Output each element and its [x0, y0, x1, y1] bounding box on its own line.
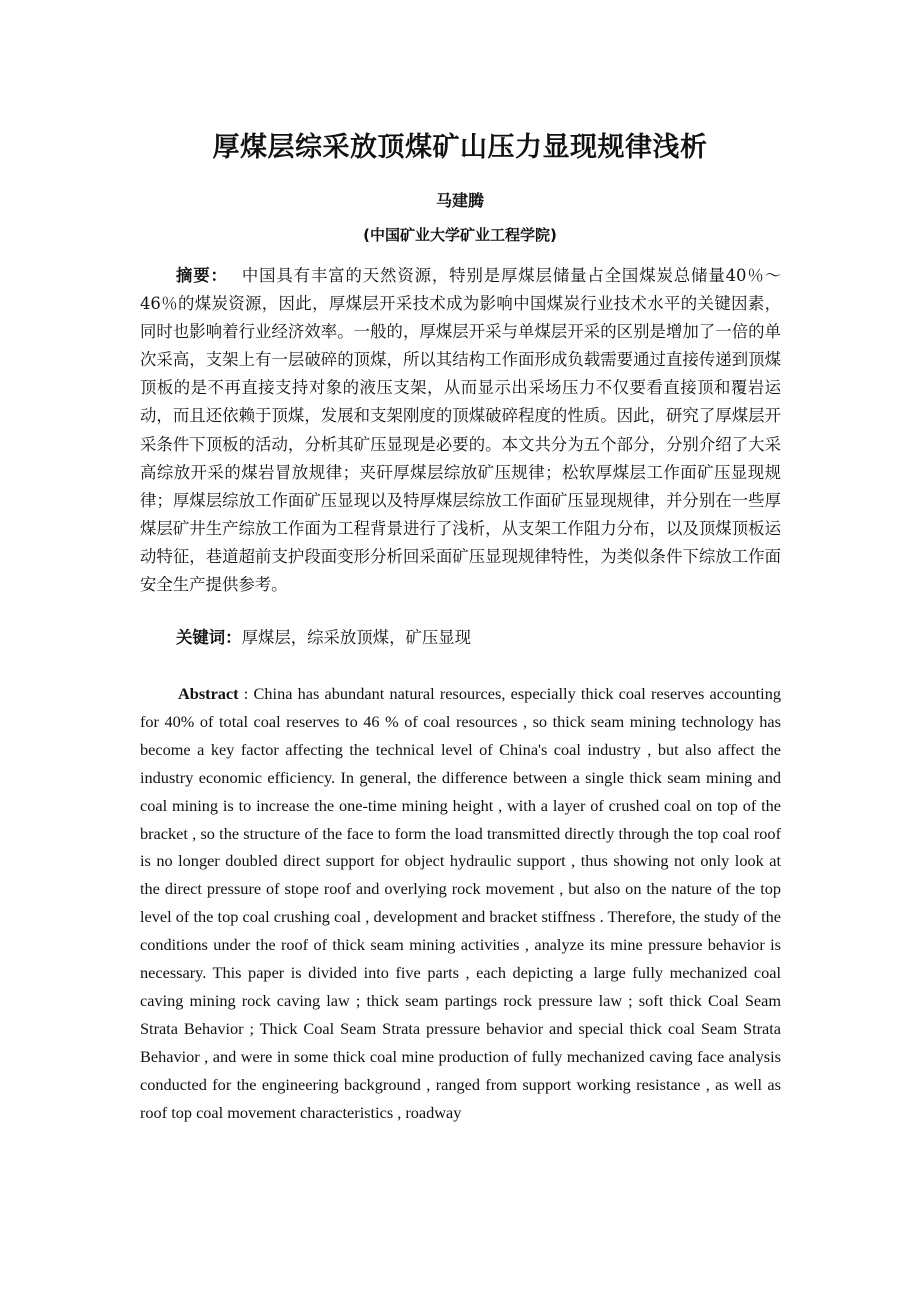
author-name: 马建腾 [435, 191, 484, 210]
author-affiliation: (中国矿业大学矿业工程学院) [363, 226, 557, 244]
chinese-abstract-text: 中国具有丰富的天然资源，特别是厚煤层储量占全国煤炭总储量40％～46％的煤炭资源，因此，厚煤层开采技术成为影响中国煤炭行业技术水平的关键因素，同时也影响着行业经济效率。一般的，厚煤层开采与单煤层开采的区别是增加了一倍的单次采高，支架上有一层破碎的顶煤，所以其结构工作面形成负载需要通过直接传递到顶煤顶板的是不再直接支持对象的液压支架，从而显示出采场压力不仅要看直接顶和覆岩运动，而且还依赖于顶煤，发展和支架刚度的顶煤破碎程度的性质。因此，研究了厚煤层开采条件下顶板的活动，分析其矿压显现是必要的。本文共分为五个部分，分别介绍了大采高综放开采的煤岩冒放规律；夹矸厚煤层综放矿压规律；松软厚煤层工作面矿压显现规律；厚煤层综放工作面矿压显现以及特厚煤层综放工作面矿压显现规律，并分别在一些厚煤层矿井生产综放工作面为工程背景进行了浅析，从支架工作阻力分布，以及顶煤顶板运动特征，巷道超前支护段面变形分析回采面矿压显现规律特性，为类似条件下综放工作面安全生产提供参考。 [140, 266, 782, 595]
english-abstract [140, 680, 781, 1127]
chinese-keywords-text: 厚煤层，综采放顶煤，矿压显现 [241, 628, 472, 647]
chinese-abstract-label: 摘要： [176, 266, 228, 285]
english-abstract-label: Abstract [178, 684, 239, 703]
chinese-keywords [140, 624, 781, 652]
chinese-abstract [140, 262, 781, 599]
english-abstract-text: : China has abundant natural resources, especially thick coal reserves accounting for 40% of total coal reserves to 46 % of coal resources , so thick seam mining technology has become a key factor affecting the technical level of China's coal industry , but also affect the industry economic efficiency. In general, the difference between a single thick seam mining and coal mining is to increase the one-time mining height , with a layer of crushed coal on top of the bracket , so the structure of the face to form the load transmitted directly through the top coal roof is no longer doubled direct support for object hydraulic support , thus showing not only look at the direct pressure of stope roof and overlying rock movement , but also on the nature of the top level of the top coal crushing coal , development and bracket stiffness . Therefore, the study of the conditions under the roof of thick seam mining activities , analyze its mine pressure behavior is necessary. This paper is divided into five parts , each depicting a large fully mechanized coal caving mining rock caving law ; thick seam partings rock pressure law ; soft thick Coal Seam Strata Behavior ; Thick Coal Seam Strata pressure behavior and special thick coal Seam Strata Behavior , and were in some thick coal mine production of fully mechanized caving face analysis conducted for the engineering background , ranged from support working resistance , as well as roof top coal movement characteristics , roadway [140, 684, 781, 1122]
chinese-keywords-label: 关键词： [176, 628, 242, 647]
paper-title: 厚煤层综采放顶煤矿山压力显现规律浅析 [212, 132, 708, 163]
